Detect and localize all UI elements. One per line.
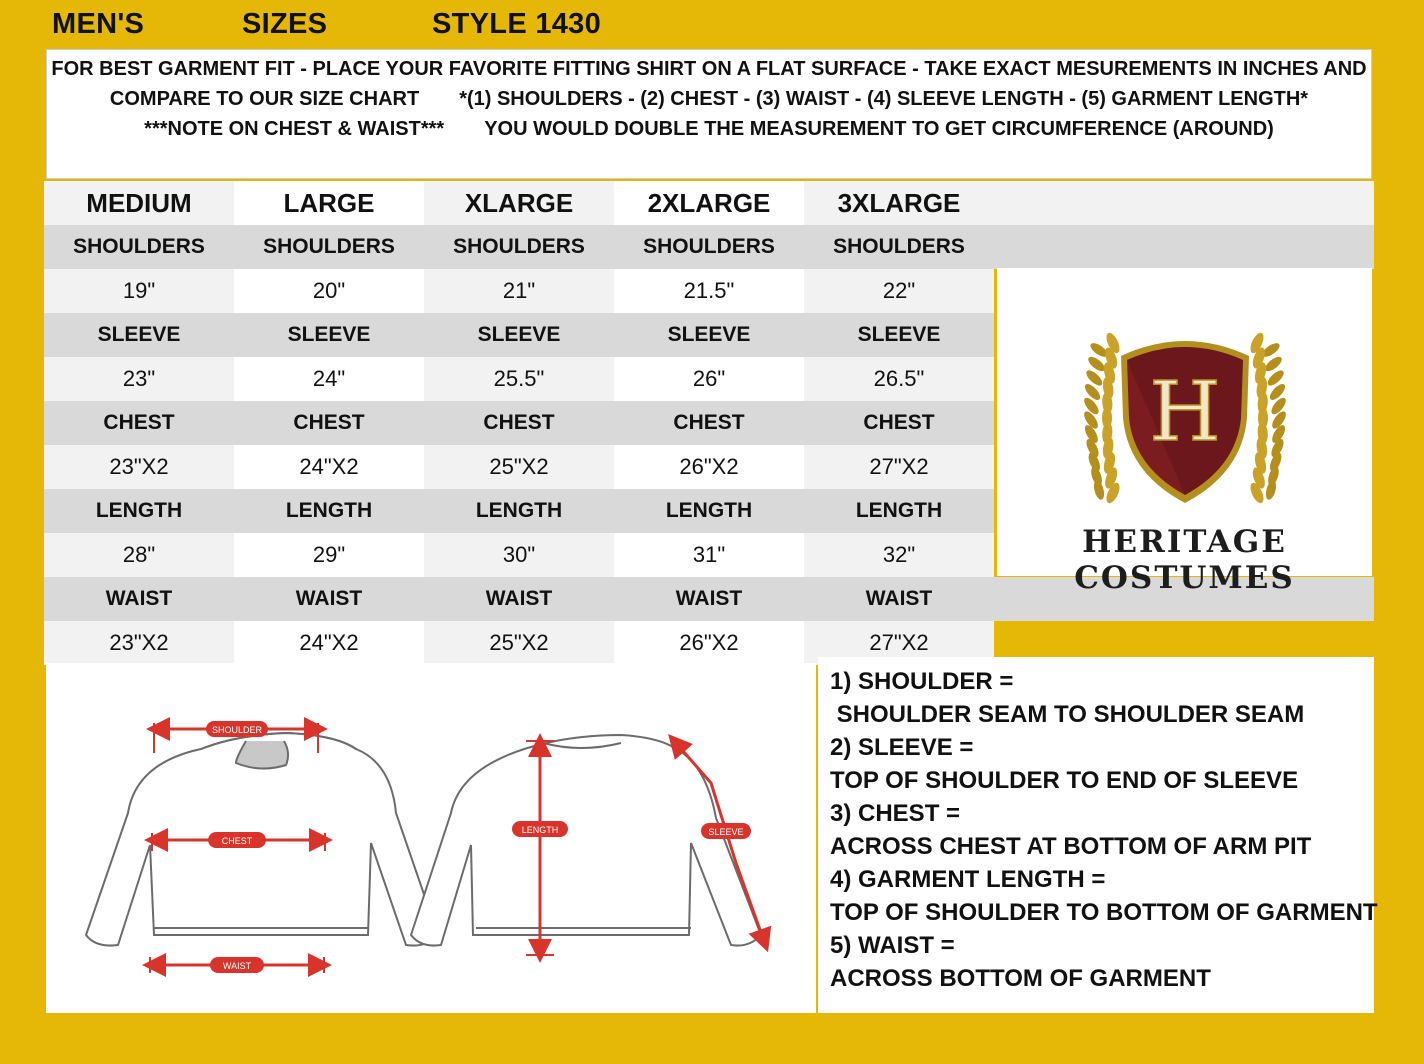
shirt-diagram [46, 663, 816, 1013]
measure-label: CHEST [234, 401, 424, 445]
measure-value: 26" [614, 357, 804, 401]
note-line: 1) SHOULDER = [830, 668, 1014, 695]
laurel-leaf [1092, 479, 1106, 501]
measure-label: SHOULDERS [804, 225, 994, 269]
measure-label: LENGTH [424, 489, 614, 533]
note-line: 5) WAIST = [830, 932, 955, 959]
measure-value: 26.5" [804, 357, 994, 401]
measure-value: 27"X2 [804, 445, 994, 489]
brand-name: HERITAGE COSTUMES [1074, 524, 1295, 596]
logo-letter: H [1149, 365, 1221, 460]
measure-value: 32" [804, 533, 994, 577]
instructions-line-1: FOR BEST GARMENT FIT - PLACE YOUR FAVORITE FITTING SHIRT ON A FLAT SURFACE - TAKE EXACT MESUREMENTS IN INCHES AND [51, 58, 1367, 80]
instructions-line-3 [47, 114, 1371, 144]
back-shirt [411, 735, 761, 946]
measure-value: 21.5" [614, 269, 804, 313]
shirt-diagram-panel [46, 663, 816, 1013]
measure-label: CHEST [804, 401, 994, 445]
instructions-line-3a: ***NOTE ON CHEST & WAIST*** [144, 118, 445, 140]
note-line: TOP OF SHOULDER TO BOTTOM OF GARMENT [830, 899, 1378, 926]
sleeve-tag-label: SLEEVE [708, 827, 744, 837]
header-filler [994, 181, 1374, 225]
note-line: 2) SLEEVE = [830, 734, 974, 761]
style-title: STYLE 1430 [432, 8, 602, 40]
length-tag-label: LENGTH [521, 825, 559, 835]
measure-label: SHOULDERS [234, 225, 424, 269]
measure-label: WAIST [804, 577, 994, 621]
measure-label: SLEEVE [234, 313, 424, 357]
measure-label: LENGTH [614, 489, 804, 533]
measure-value: 24"X2 [234, 621, 424, 665]
size-header-large: LARGE [234, 181, 424, 225]
measure-value: 21" [424, 269, 614, 313]
note-line: TOP OF SHOULDER TO END OF SLEEVE [830, 767, 1299, 794]
size-header-3xlarge: 3XLARGE [804, 181, 994, 225]
size-header-row [44, 181, 1374, 225]
measure-label: WAIST [614, 577, 804, 621]
size-header-xlarge: XLARGE [424, 181, 614, 225]
measure-label: WAIST [234, 577, 424, 621]
instructions-line-2 [47, 84, 1371, 114]
measure-label: SHOULDERS [614, 225, 804, 269]
measure-label: WAIST [424, 577, 614, 621]
instructions-line-2b: *(1) SHOULDERS - (2) CHEST - (3) WAIST - (4) SLEEVE LENGTH - (5) GARMENT LENGTH* [459, 88, 1309, 110]
measure-label: LENGTH [234, 489, 424, 533]
measure-value: 24"X2 [234, 445, 424, 489]
label-filler [994, 225, 1374, 269]
measure-value: 20" [234, 269, 424, 313]
measure-value: 31" [614, 533, 804, 577]
measure-label: CHEST [614, 401, 804, 445]
waist-tag-label: WAIST [222, 961, 252, 971]
measure-label: SHOULDERS [424, 225, 614, 269]
measure-value: 24" [234, 357, 424, 401]
size-header-2xlarge: 2XLARGE [614, 181, 804, 225]
heritage-logo [997, 268, 1372, 596]
sizes-title: SIZES [242, 8, 328, 40]
measure-label: SLEEVE [614, 313, 804, 357]
measure-label: CHEST [44, 401, 234, 445]
measure-label: SHOULDERS [44, 225, 234, 269]
measure-value: 19" [44, 269, 234, 313]
measure-value: 30" [424, 533, 614, 577]
shield-laurel-icon [997, 268, 1372, 518]
measure-value: 26"X2 [614, 445, 804, 489]
instructions-panel [46, 49, 1372, 179]
measure-label: SLEEVE [804, 313, 994, 357]
note-line: 4) GARMENT LENGTH = [830, 866, 1106, 893]
instructions-line-2a: COMPARE TO OUR SIZE CHART [109, 88, 420, 110]
measure-label: SLEEVE [44, 313, 234, 357]
label-row-shoulders [44, 225, 1374, 269]
size-header-medium: MEDIUM [44, 181, 234, 225]
measure-value: 25"X2 [424, 445, 614, 489]
measure-value: 25"X2 [424, 621, 614, 665]
measure-value: 23" [44, 357, 234, 401]
measure-value: 23"X2 [44, 621, 234, 665]
measure-label: WAIST [44, 577, 234, 621]
measure-label: SLEEVE [424, 313, 614, 357]
note-line: ACROSS CHEST AT BOTTOM OF ARM PIT [830, 833, 1312, 860]
shoulder-tag-label: SHOULDER [211, 725, 263, 735]
measurement-notes [830, 665, 1378, 995]
note-line: 3) CHEST = [830, 800, 961, 827]
measure-value: 22" [804, 269, 994, 313]
measure-value: 26"X2 [614, 621, 804, 665]
measure-value: 25.5" [424, 357, 614, 401]
chest-tag-label: CHEST [221, 836, 253, 846]
note-line: ACROSS BOTTOM OF GARMENT [830, 965, 1211, 992]
measure-value: 28" [44, 533, 234, 577]
measurement-guide [818, 657, 1378, 1013]
measure-value: 27"X2 [804, 621, 994, 665]
instructions-line-3b: YOU WOULD DOUBLE THE MEASUREMENT TO GET CIRCUMFERENCE (AROUND) [484, 118, 1274, 140]
measure-value: 23"X2 [44, 445, 234, 489]
measure-label: LENGTH [44, 489, 234, 533]
note-line: SHOULDER SEAM TO SHOULDER SEAM [830, 701, 1305, 728]
laurel-leaf [1264, 479, 1278, 501]
measure-label: CHEST [424, 401, 614, 445]
mens-title: MEN'S [52, 8, 145, 40]
measure-label: LENGTH [804, 489, 994, 533]
measure-value: 29" [234, 533, 424, 577]
